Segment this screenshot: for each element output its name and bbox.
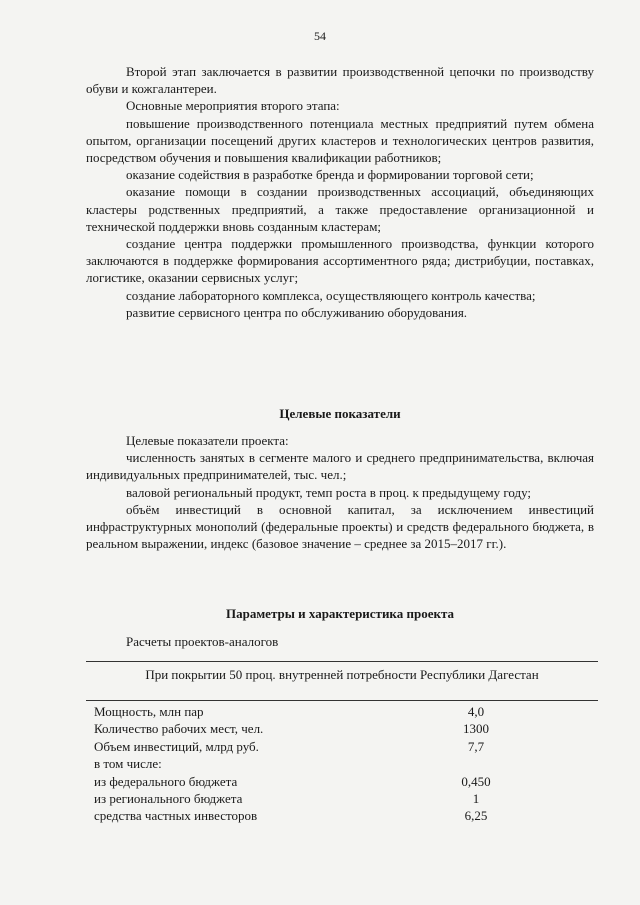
- page-number: 54: [314, 29, 326, 43]
- row-label: из регионального бюджета: [94, 790, 243, 806]
- row-value: 1300: [463, 721, 489, 737]
- calc-label: Расчеты проектов-аналогов: [126, 634, 279, 649]
- row-label: Мощность, млн пар: [94, 704, 204, 719]
- table-caption: При покрытии 50 проц. внутренней потребности Республики Дагестан: [145, 667, 539, 682]
- table-header-rule: [86, 700, 598, 701]
- row-value: 1: [472, 790, 480, 806]
- row-value: 7,7: [467, 738, 485, 754]
- row-label: Объем инвестиций, млрд руб.: [94, 738, 259, 754]
- row-label: Количество рабочих мест, чел.: [94, 721, 264, 737]
- parameters-table: [86, 703, 598, 825]
- table-row: [86, 807, 598, 824]
- paragraph: объём инвестиций в основной капитал, за исключением инвестиций инфраструктурных монополий (федеральные проекты) и средств федерального бюджета, в реальном выражении, индекс (базовое значение – среднее за 2015–2017 гг.).: [86, 501, 594, 552]
- table-row: [86, 790, 598, 807]
- paragraph: валовой региональный продукт, темп роста в проц. к предыдущему году;: [126, 484, 532, 500]
- calc-label-block: [86, 633, 594, 650]
- paragraph: Целевые показатели проекта:: [126, 433, 289, 448]
- table-top-rule: [86, 661, 598, 662]
- paragraph: оказание помощи в создании производственных ассоциаций, объединяющих кластеры родственных предприятий, а также предоставление организационной и технической поддержки вновь созданным кластерам;: [86, 184, 594, 234]
- table-row: [86, 773, 598, 790]
- stage-two-section: [86, 63, 594, 321]
- row-value: 0,450: [461, 773, 491, 789]
- row-label: средства частных инвесторов: [94, 808, 258, 824]
- paragraph: создание лабораторного комплекса, осуществляющего контроль качества;: [126, 287, 536, 303]
- targets-section: [86, 432, 594, 552]
- section-heading-params: Параметры и характеристика проекта: [225, 606, 455, 621]
- paragraph: повышение производственного потенциала местных предприятий путем обмена опытом, организации посещений других кластеров и технологических центров развития, посредством обучения и повышения квалификации работников;: [86, 115, 594, 166]
- table-row: [86, 738, 598, 755]
- table-row: [86, 755, 598, 772]
- paragraph: численность занятых в сегменте малого и среднего предпринимательства, включая индивидуальных предпринимателей, тыс. чел.;: [86, 450, 594, 483]
- section-heading-targets: Целевые показатели: [279, 406, 401, 421]
- paragraph: Основные мероприятия второго этапа:: [126, 98, 340, 114]
- paragraph: создание центра поддержки промышленного производства, функции которого заключаются в поддержке формирования ассортиментного ряда; дистрибуции, поставках, логистике, оказании сервисных услуг;: [86, 236, 594, 286]
- paragraph: развитие сервисного центра по обслуживанию оборудования.: [126, 304, 468, 320]
- table-row: [86, 703, 598, 720]
- row-value: 4,0: [467, 704, 485, 719]
- row-label: из федерального бюджета: [94, 773, 238, 789]
- paragraph: оказание содействия в разработке бренда и формировании торговой сети;: [126, 167, 534, 183]
- table-row: [86, 720, 598, 737]
- row-label: в том числе:: [94, 756, 162, 772]
- paragraph: Второй этап заключается в развитии производственной цепочки по производству обуви и кожгалантереи.: [86, 64, 594, 97]
- row-value: 6,25: [464, 808, 488, 824]
